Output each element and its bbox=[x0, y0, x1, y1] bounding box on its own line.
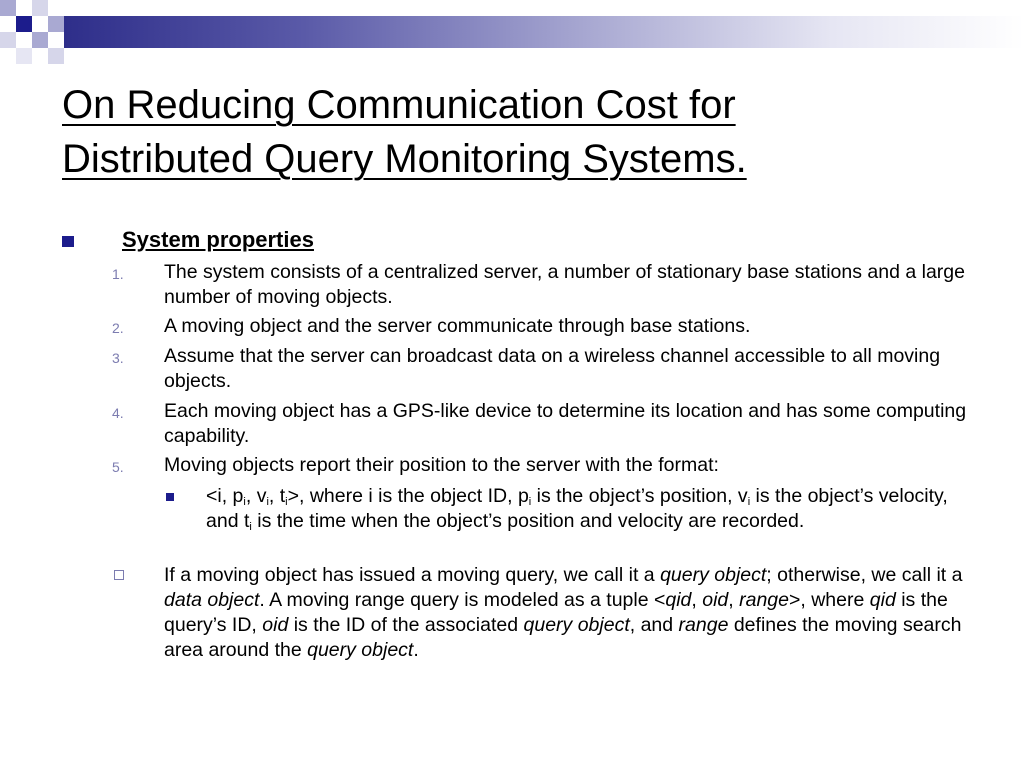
subscript: i bbox=[285, 496, 288, 508]
list-item: Assume that the server can broadcast data on a wireless channel accessible to all moving objects. bbox=[164, 345, 941, 392]
deco-square bbox=[48, 48, 64, 64]
list-item: Each moving object has a GPS-like device to determine its location and has some computing capability. bbox=[164, 400, 967, 447]
list-item: A moving object and the server communicate through base stations. bbox=[164, 315, 751, 337]
slide-title bbox=[62, 78, 962, 186]
list-number: 3. bbox=[112, 350, 124, 366]
emphasis: query object bbox=[660, 564, 767, 586]
query-object-definition bbox=[164, 563, 974, 663]
text-run: If a moving object has issued a moving query, we call it a bbox=[164, 564, 661, 586]
deco-square bbox=[0, 0, 16, 16]
emphasis: oid bbox=[262, 614, 289, 636]
text-run: . bbox=[413, 639, 419, 661]
text-run: >, where bbox=[789, 589, 870, 611]
text-run: , and bbox=[629, 614, 679, 636]
list-number: 4. bbox=[112, 405, 124, 421]
list-number: 2. bbox=[112, 320, 124, 336]
text-run: ; otherwise, we call it a bbox=[766, 564, 963, 586]
deco-square bbox=[0, 32, 16, 48]
subscript: i bbox=[266, 496, 269, 508]
deco-square bbox=[32, 32, 48, 48]
text-run: , t bbox=[268, 485, 286, 507]
emphasis: query object bbox=[307, 639, 414, 661]
text-run: <i, p bbox=[206, 485, 244, 507]
text-run: . A moving range query is modeled as a tuple < bbox=[259, 589, 666, 611]
small-square-bullet-icon bbox=[166, 493, 174, 501]
section-heading: System properties bbox=[122, 227, 314, 252]
emphasis: qid bbox=[869, 589, 896, 611]
list-number: 1. bbox=[112, 266, 124, 282]
text-run: is the query’s ID, bbox=[164, 589, 948, 636]
square-bullet-icon bbox=[62, 236, 74, 247]
text-run: is the object’s velocity, and t bbox=[206, 485, 948, 532]
emphasis: data object bbox=[164, 589, 260, 611]
deco-square bbox=[48, 16, 64, 32]
emphasis: range bbox=[739, 589, 789, 611]
emphasis: range bbox=[678, 614, 729, 636]
deco-square bbox=[32, 0, 48, 16]
emphasis: query object bbox=[523, 614, 630, 636]
list-item: Moving objects report their position to the server with the format: bbox=[164, 454, 719, 476]
text-run: is the ID of the associated bbox=[288, 614, 524, 636]
text-run: defines the moving search area around the bbox=[164, 614, 962, 661]
deco-square bbox=[16, 16, 32, 32]
list-item: The system consists of a centralized server, a number of stationary base stations and a large number of moving objects. bbox=[164, 261, 965, 308]
hollow-square-bullet-icon bbox=[114, 570, 124, 580]
text-run: , v bbox=[245, 485, 267, 507]
emphasis: qid bbox=[665, 589, 692, 611]
subscript: i bbox=[528, 496, 532, 508]
header-gradient-bar bbox=[64, 16, 1024, 48]
emphasis: oid bbox=[702, 589, 729, 611]
format-description bbox=[206, 484, 966, 534]
text-run: >, where i is the object ID, p bbox=[287, 485, 529, 507]
subscript: i bbox=[243, 496, 246, 508]
title-line-1: On Reducing Communication Cost for bbox=[62, 83, 736, 127]
text-run: , bbox=[691, 589, 703, 611]
text-run: is the object’s position, v bbox=[531, 485, 748, 507]
deco-square bbox=[16, 48, 32, 64]
list-number: 5. bbox=[112, 459, 124, 475]
text-run: , bbox=[728, 589, 740, 611]
subscript: i bbox=[249, 521, 252, 533]
title-line-2: Distributed Query Monitoring Systems. bbox=[62, 137, 747, 181]
subscript: i bbox=[747, 496, 751, 508]
text-run: is the time when the object’s position and velocity are recorded. bbox=[251, 510, 805, 532]
